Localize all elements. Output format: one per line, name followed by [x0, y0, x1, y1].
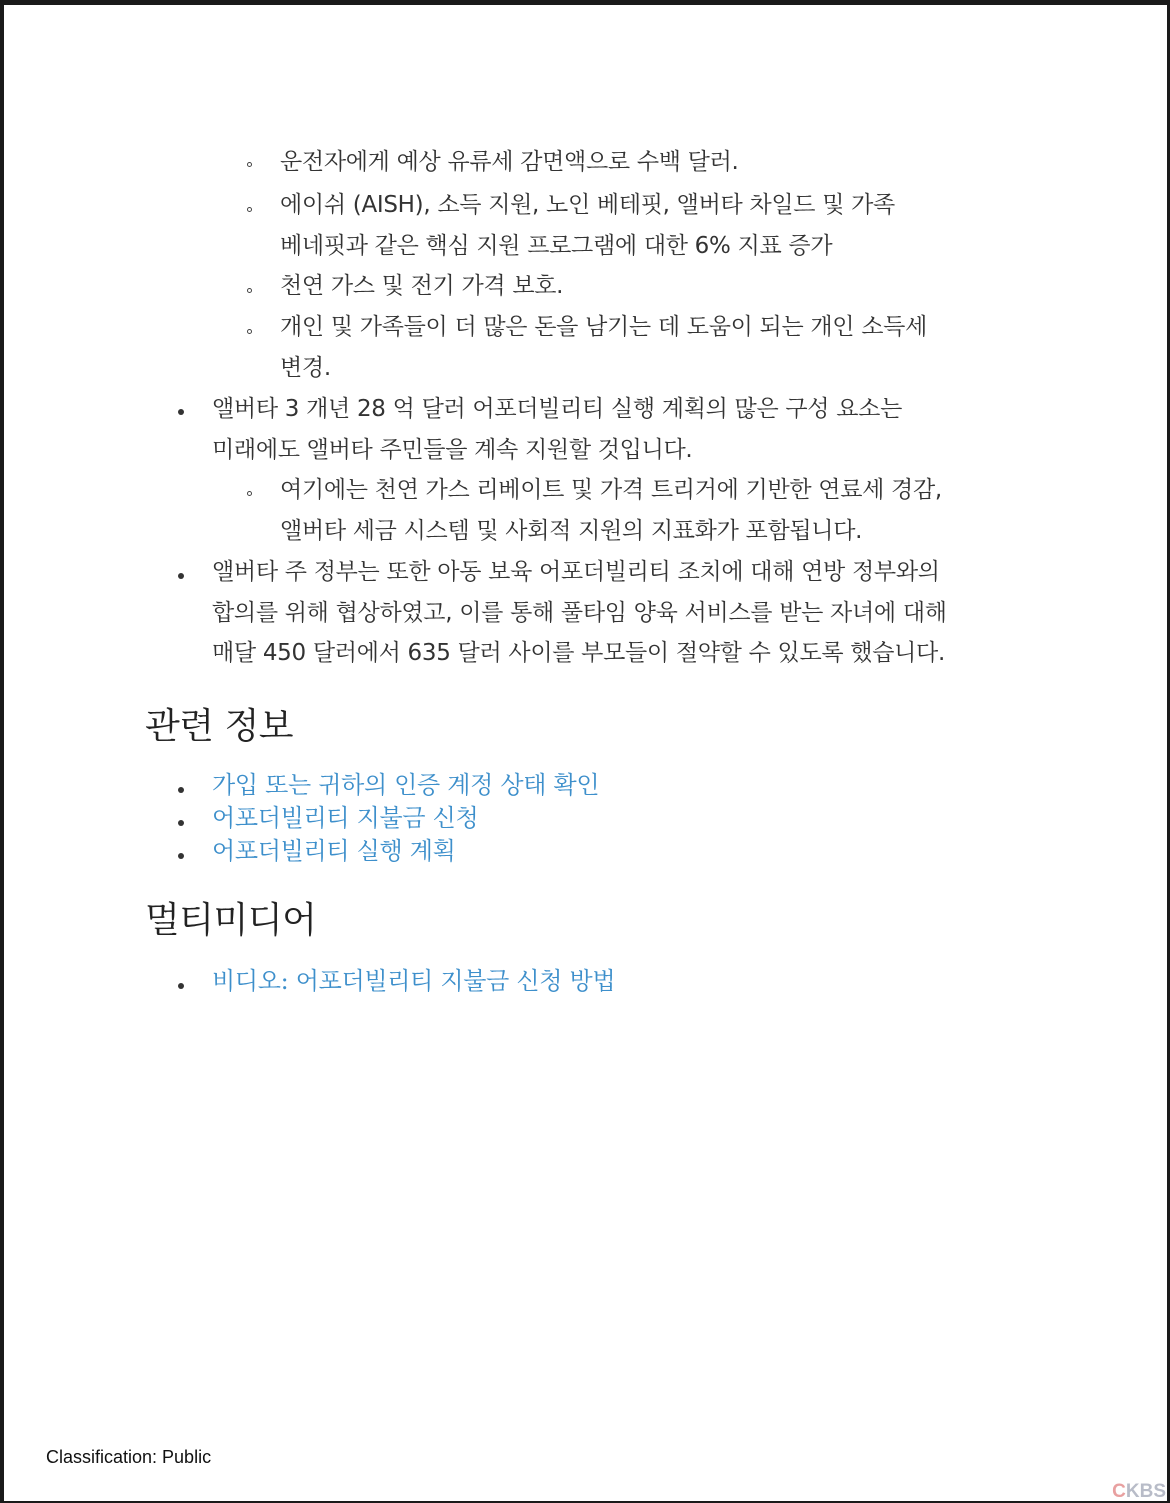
circle-bullet-icon [247, 491, 252, 496]
list-item-line: 매달 450 달러에서 635 달러 사이를 부모들이 절약할 수 있도록 했습니다. [212, 640, 945, 666]
list-item [280, 470, 1020, 551]
list-item-line: 개인 및 가족들이 더 많은 돈을 남기는 데 도움이 되는 개인 소득세 [280, 314, 927, 340]
classification-label: Classification: Public [46, 1447, 212, 1467]
list-item-text: 운전자에게 예상 유류세 감면액으로 수백 달러. [280, 149, 739, 175]
list-item [280, 142, 1020, 183]
list-item [280, 266, 1020, 307]
link-signup-status[interactable]: 가입 또는 귀하의 인증 계정 상태 확인 [212, 771, 600, 799]
list-item [280, 185, 1020, 266]
list-item-line: 변경. [280, 354, 331, 381]
list-item [280, 307, 1020, 388]
disc-bullet-icon [178, 820, 184, 826]
multimedia-heading: 멀티미디어 [145, 900, 317, 941]
list-item-line: 에이쉬 (AISH), 소득 지원, 노인 베테핏, 앨버타 차일드 및 가족 [280, 192, 895, 218]
disc-bullet-icon [178, 573, 184, 579]
list-item-text: 천연 가스 및 전기 가격 보호. [280, 273, 564, 299]
circle-bullet-icon [247, 329, 252, 334]
disc-bullet-icon [178, 853, 184, 859]
list-item-line: 여기에는 천연 가스 리베이트 및 가격 트리거에 기반한 연료세 경감, [280, 477, 942, 503]
link-video-how-to-apply[interactable]: 비디오: 어포더빌리티 지불금 신청 방법 [212, 967, 616, 995]
list-item-line: 앨버타 세금 시스템 및 사회적 지원의 지표화가 포함됩니다. [280, 517, 863, 544]
circle-bullet-icon [247, 162, 252, 167]
disc-bullet-icon [178, 983, 184, 989]
disc-bullet-icon [178, 409, 184, 415]
disc-bullet-icon [178, 787, 184, 793]
list-item [212, 552, 1022, 674]
list-item-line: 베네핏과 같은 핵심 지원 프로그램에 대한 6% 지표 증가 [280, 232, 833, 259]
circle-bullet-icon [247, 207, 252, 212]
related-info-heading: 관련 정보 [145, 706, 294, 747]
list-item [212, 389, 1022, 470]
list-item-line: 앨버타 주 정부는 또한 아동 보육 어포더빌리티 조치에 대해 연방 정부와의 [212, 559, 940, 585]
list-item-line: 앨버타 3 개년 28 억 달러 어포더빌리티 실행 계획의 많은 구성 요소는 [212, 396, 902, 422]
circle-bullet-icon [247, 288, 252, 293]
list-item-line: 미래에도 앨버타 주민들을 계속 지원할 것입니다. [212, 436, 693, 463]
link-affordability-payment[interactable]: 어포더빌리티 지불금 신청 [212, 804, 479, 832]
ckbs-watermark-logo: CKBS [1112, 1481, 1166, 1502]
link-action-plan[interactable]: 어포더빌리티 실행 계획 [212, 837, 456, 865]
list-item-line: 합의를 위해 협상하였고, 이를 통해 풀타임 양육 서비스를 받는 자녀에 대해 [212, 599, 947, 626]
